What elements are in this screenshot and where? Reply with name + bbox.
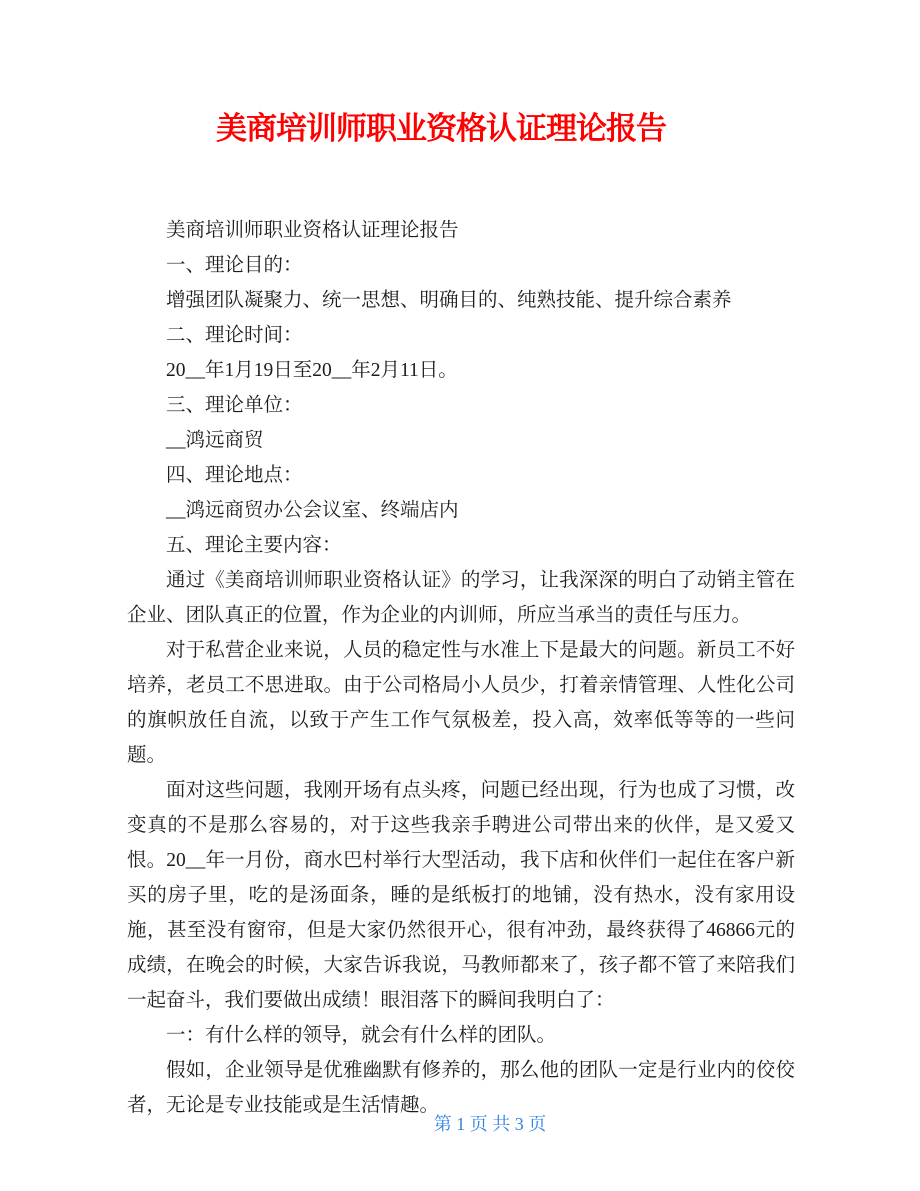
paragraph-unit: __鸿远商贸 bbox=[166, 430, 264, 451]
paragraph-time: 20__年1月19日至20__年2月11日。 bbox=[166, 360, 458, 381]
paragraph-location: __鸿远商贸办公会议室、终端店内 bbox=[166, 500, 459, 521]
heading-main-content: 五、理论主要内容： bbox=[166, 535, 342, 556]
heading-time: 二、理论时间： bbox=[166, 325, 303, 346]
paragraph-body-2: 对于私营企业来说，人员的稳定性与水准上下是最大的问题。新员工不好培养，老员工不思进取。由于公司格局小人员少，打着亲情管理、人性化公司的旗帜放任自流，以致于产生工作气氛极差，投入高，效率低等等的一些问题。 bbox=[127, 640, 795, 766]
heading-purpose: 一、理论目的： bbox=[166, 255, 303, 276]
heading-unit: 三、理论单位： bbox=[166, 395, 303, 416]
document-title: 美商培训师职业资格认证理论报告 bbox=[216, 111, 666, 147]
paragraph-lesson-1: 一：有什么样的领导，就会有什么样的团队。 bbox=[166, 1025, 557, 1046]
paragraph-subtitle: 美商培训师职业资格认证理论报告 bbox=[166, 220, 459, 241]
page-number-footer bbox=[30, 1113, 920, 1135]
paragraph-body-1: 通过《美商培训师职业资格认证》的学习，让我深深的明白了动销主管在企业、团队真正的位置，作为企业的内训师，所应当承当的责任与压力。 bbox=[127, 570, 795, 626]
heading-location: 四、理论地点： bbox=[166, 465, 303, 486]
paragraph-purpose: 增强团队凝聚力、统一思想、明确目的、纯熟技能、提升综合素养 bbox=[166, 290, 732, 311]
document-body bbox=[127, 213, 795, 1123]
paragraph-lesson-1-detail: 假如，企业领导是优雅幽默有修养的，那么他的团队一定是行业内的佼佼者，无论是专业技能或是生活情趣。 bbox=[127, 1060, 795, 1116]
paragraph-body-3: 面对这些问题，我刚开场有点头疼，问题已经出现，行为也成了习惯，改变真的不是那么容易的，对于这些我亲手聘进公司带出来的伙伴，是又爱又恨。20__年一月份，商水巴村举行大型活动，我下店和伙伴们一起住在客户新买的房子里，吃的是汤面条，睡的是纸板打的地铺，没有热水，没有家用设施，甚至没有窗帘，但是大家仍然很开心，很有冲劲，最终获得了46866元的成绩，在晚会的时候，大家告诉我说，马教师都来了，孩子都不管了来陪我们一起奋斗，我们要做出成绩！眼泪落下的瞬间我明白了： bbox=[127, 780, 795, 1011]
page-number-text: 第 1 页 共 3 页 bbox=[433, 1114, 547, 1134]
